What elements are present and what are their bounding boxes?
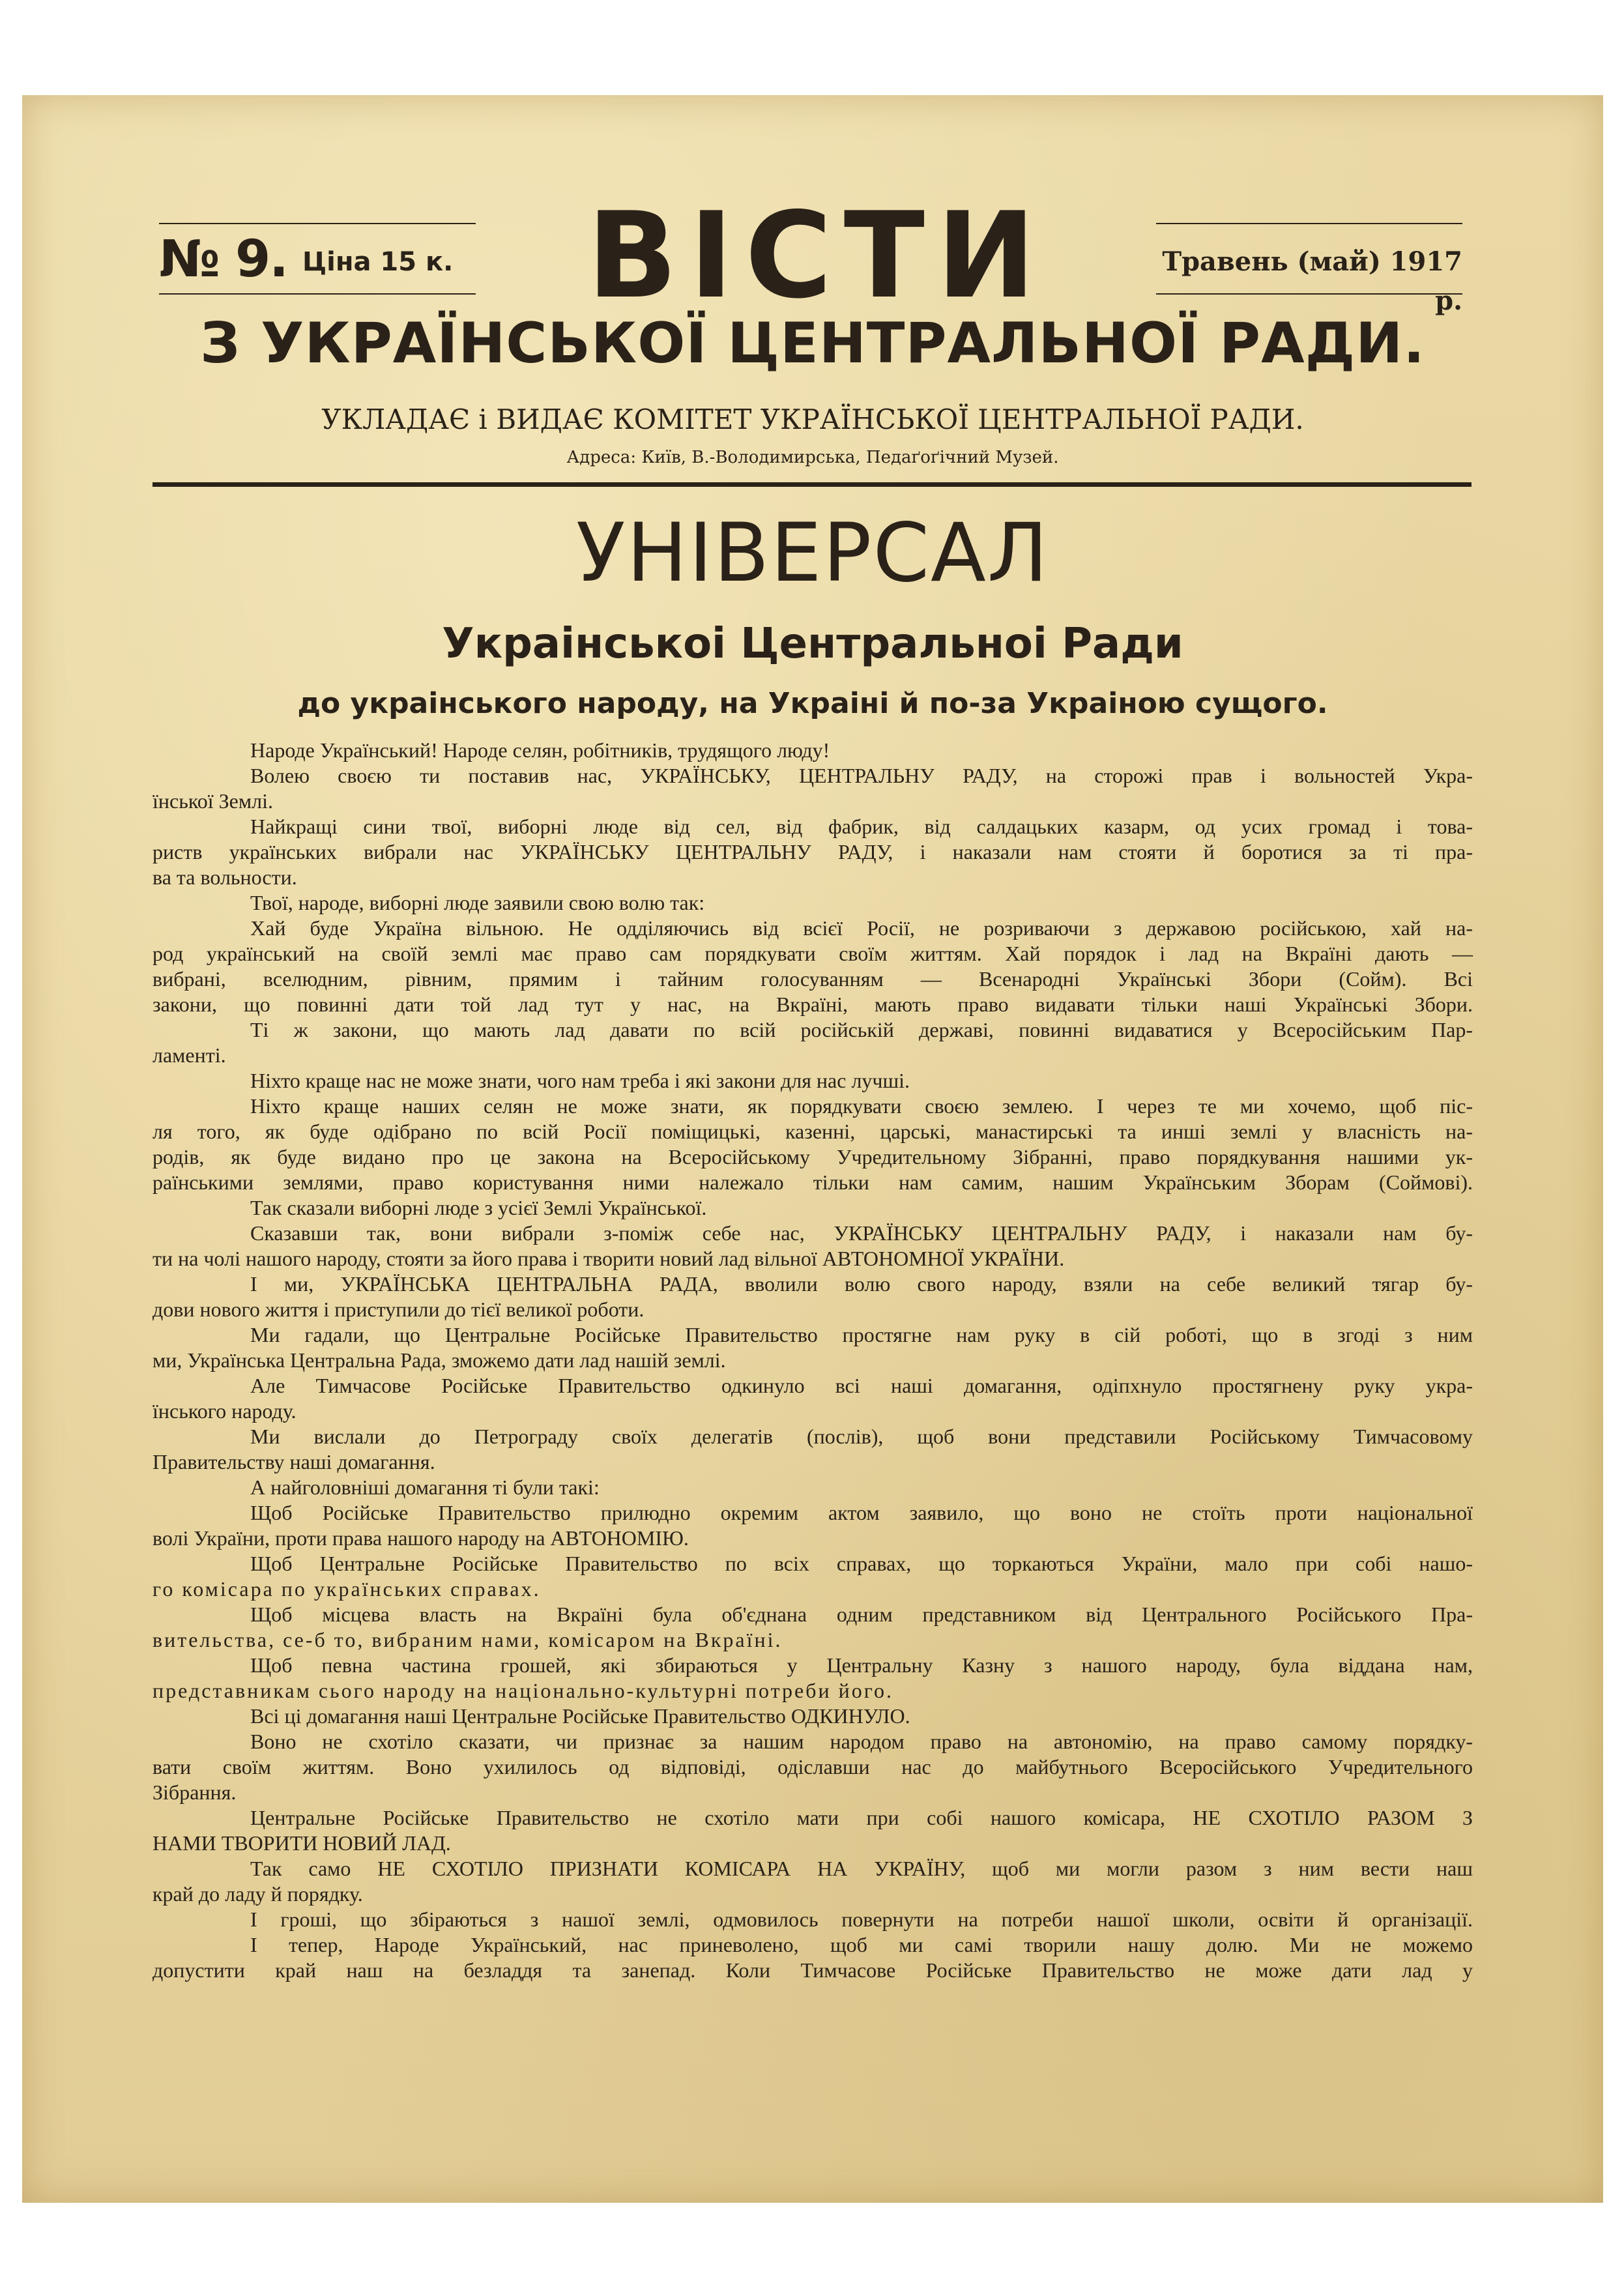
address-line: Адреса: Київ, В.-Володимирська, Педаґоґічний Музей.	[566, 448, 1059, 467]
body-line: дови нового життя і приступили до тієї великої роботи.	[152, 1298, 645, 1321]
masthead-divider	[152, 482, 1472, 487]
body-line: Правительству наші домагання.	[152, 1450, 435, 1474]
article-body	[152, 738, 1473, 1983]
masthead-rule	[1156, 223, 1462, 224]
body-line: Воно не схотіло сказати, чи признає за нашим народом право на автономію, на право самому порядку-	[250, 1730, 1473, 1753]
body-line: І гроші, що збіраються з нашої землі, одмовилось повернути на потреби нашої школи, освіти й організації.	[250, 1908, 1473, 1931]
body-line: Всі ці домагання наші Центральне Російське Правительство ОДКИНУЛО.	[250, 1704, 910, 1728]
body-line: риств українських вибрали нас УКРАЇНСЬКУ ЦЕНТРАЛЬНУ РАДУ, і наказали нам стояти й боротися за ті пра-	[152, 840, 1473, 864]
body-line: го комісара по українських справах.	[152, 1577, 541, 1601]
body-line: Так само НЕ СХОТІЛО ПРИЗНАТИ КОМІСАРА НА УКРАЇНУ, щоб ми могли разом з ним вести наш	[250, 1857, 1473, 1880]
body-line: вати своїм життям. Воно ухилилось од відповіді, одіславши нас до майбутнього Всеросійського Учредительного	[152, 1755, 1473, 1779]
body-line: Ніхто краще нас не може знати, чого нам треба і які закони для нас лучші.	[250, 1069, 910, 1092]
body-line: ва та вольности.	[152, 865, 297, 889]
body-line: Але Тимчасове Російське Правительство одкинуло всі наші домагання, одіпхнуло простягнену руку укра-	[250, 1374, 1473, 1397]
body-line: А найголовніші домагання ті були такі:	[250, 1475, 600, 1499]
body-line: ламенті.	[152, 1043, 226, 1067]
body-line: Сказавши так, вони вибрали з-поміж себе нас, УКРАЇНСЬКУ ЦЕНТРАЛЬНУ РАДУ, і наказали нам бу-	[250, 1221, 1473, 1245]
body-line: Ті ж закони, що мають лад давати по всій російській державі, повинні видаватися у Всеросійським Пар-	[250, 1018, 1473, 1041]
body-line: І ми, УКРАЇНСЬКА ЦЕНТРАЛЬНА РАДА, вволили волю свого народу, взяли на себе великий тягар бу-	[250, 1272, 1473, 1296]
body-line: вительства, се-б то, вибраним нами, комісаром на Вкраїні.	[152, 1628, 783, 1651]
body-line: Так сказали виборні люде з усієї Землі Української.	[250, 1196, 707, 1219]
body-line: Зібрання.	[152, 1780, 237, 1804]
body-line: Хай буде Україна вільною. Не одділяючись від всієї Росії, не розриваючи з державою російською, хай на-	[250, 916, 1473, 940]
document-title: УНІВЕРСАЛ	[575, 506, 1050, 600]
body-line: Щоб Російське Правительство прилюдно окремим актом заявило, що воно не стоїть проти національної	[250, 1501, 1473, 1524]
masthead-rule	[159, 223, 476, 224]
issue-date: Травень (май) 1917 р.	[1162, 246, 1462, 316]
body-line: Ніхто краще наших селян не може знати, як порядкувати своєю землею. І через те ми хочемо, щоб піс-	[250, 1094, 1473, 1118]
publisher-line: УКЛАДАЄ і ВИДАЄ КОМІТЕТ УКРАЇНСЬКОЇ ЦЕНТРАЛЬНОЇ РАДИ.	[321, 403, 1304, 435]
body-line: Твої, народе, виборні люде заявили свою волю так:	[250, 891, 705, 914]
document-address-line: до украінського народу, на Украіні й по-за Украіною сущого.	[297, 687, 1328, 720]
body-line: Щоб певна частина грошей, які збираються у Центральну Казну з нашого народу, була віддана нам,	[250, 1653, 1473, 1677]
document-subtitle: Украінськоі Центральноі Ради	[442, 620, 1183, 668]
body-line: Щоб місцева власть на Вкраїні була об'єднана одним представником від Центрального Російського Пра-	[250, 1603, 1473, 1626]
body-line: волі України, проти права нашого народу на АВТОНОМІЮ.	[152, 1526, 689, 1550]
newspaper-sheet	[22, 95, 1603, 2203]
body-line: родів, як буде видано про це закона на Всеросійському Учредительному Зібранні, право порядкування нашими ук-	[152, 1145, 1473, 1169]
body-line: Ми гадали, що Центральне Російське Правительство простягне нам руку в сій роботі, що в згоді з ним	[250, 1323, 1473, 1346]
newspaper-subtitle: З УКРАЇНСЬКОЇ ЦЕНТРАЛЬНОЇ РАДИ.	[200, 311, 1425, 376]
body-line: Найкращі сини твої, виборні люде від сел, від фабрик, від салдацьких казарм, од усих громад і това-	[250, 815, 1473, 838]
body-line: ти на чолі нашого народу, стояти за його права і творити новий лад вільної АВТОНОМНОЇ УКРАЇНИ.	[152, 1247, 1065, 1270]
issue-number: № 9.	[159, 230, 287, 289]
body-line: їнського народу.	[152, 1399, 297, 1423]
body-line: Народе Український! Народе селян, робітників, трудящого люду!	[250, 738, 830, 762]
body-line: представникам сього народу на національно-культурні потреби його.	[152, 1679, 894, 1702]
body-line: НАМИ ТВОРИТИ НОВИЙ ЛАД.	[152, 1831, 451, 1855]
newspaper-title: ВІСТИ	[587, 186, 1048, 325]
issue-price: Ціна 15 к.	[302, 247, 454, 277]
masthead-rule	[159, 293, 476, 295]
body-line: закони, що повинні дати той лад тут у нас, на Вкраїні, мають право видавати тільки наші Українські Збори.	[152, 993, 1473, 1016]
body-line: край до ладу й порядку.	[152, 1882, 363, 1906]
body-line: ми, Українська Центральна Рада, зможемо дати лад нашій землі.	[152, 1348, 726, 1372]
body-line: Центральне Російське Правительство не схотіло мати при собі нашого комісара, НЕ СХОТІЛО РАЗОМ З	[250, 1806, 1473, 1829]
body-line: род український на своїй землі має право сам порядкувати своїм життям. Хай порядок і лад на Вкраїні дають —	[152, 942, 1473, 965]
body-line: ля того, як буде одібрано по всій Росії поміщицькі, казенні, царські, манастирські та инші землі у власність на-	[152, 1120, 1473, 1143]
body-line: раїнськими землями, право користування ними належало тільки нам самим, нашим Українським Зборам (Соймові).	[152, 1170, 1473, 1194]
body-line: вибрані, вселюдним, рівним, прямим і тайним голосуванням — Всенародні Українські Збори (Сойм). Всі	[152, 967, 1473, 991]
body-line: Щоб Центральне Російське Правительство по всіх справах, що торкаються України, мало при собі нашо-	[250, 1552, 1473, 1575]
body-line: їнської Землі.	[152, 789, 273, 813]
body-line: Ми вислали до Петрограду своїх делегатів (послів), щоб вони представили Російському Тимчасовому	[250, 1425, 1473, 1448]
body-line: допустити край наш на безладдя та занепад. Коли Тимчасове Російське Правительство не може дати лад у	[152, 1958, 1473, 1982]
body-line: І тепер, Народе Український, нас приневолено, щоб ми самі творили нашу долю. Ми не можемо	[250, 1933, 1473, 1956]
body-line: Волею своєю ти поставив нас, УКРАЇНСЬКУ, ЦЕНТРАЛЬНУ РАДУ, на сторожі прав і вольностей Укра-	[250, 764, 1473, 787]
